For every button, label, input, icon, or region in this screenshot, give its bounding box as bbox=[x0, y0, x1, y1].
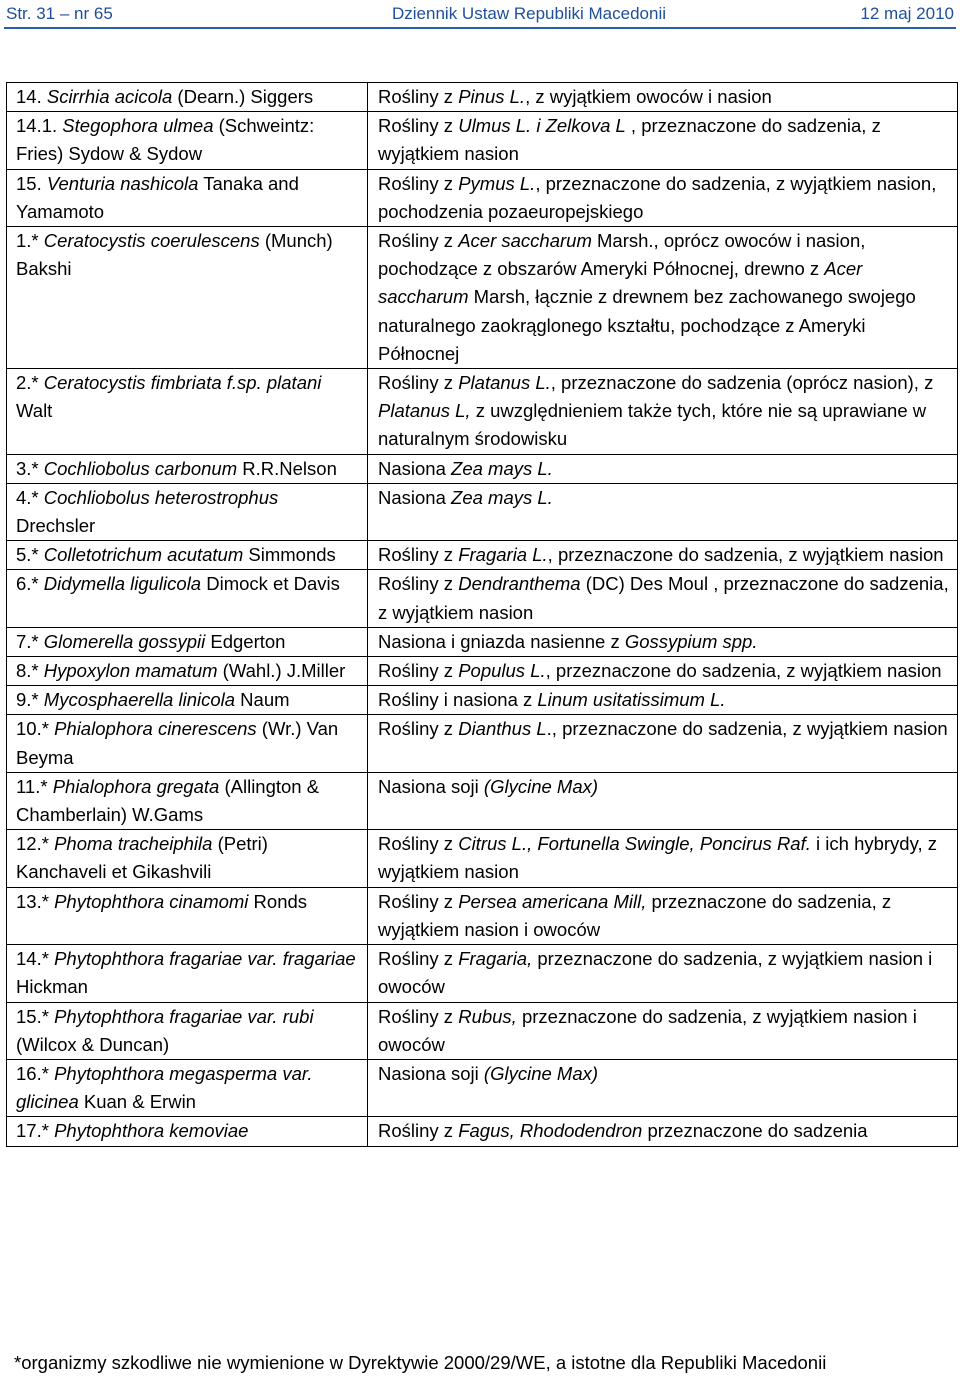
host-text: i ich hybrydy, z wyjątkiem nasion bbox=[378, 833, 938, 883]
host-cell bbox=[368, 657, 958, 686]
organism-text: Mycosphaerella linicola bbox=[43, 689, 236, 711]
host-cell bbox=[368, 715, 958, 772]
organism-text: 11.* bbox=[16, 775, 53, 797]
organism-text: Dimock et Davis bbox=[201, 573, 340, 595]
host-text: Ulmus L. i Zelkova L bbox=[458, 115, 626, 137]
host-cell bbox=[368, 887, 958, 944]
host-text: Nasiona soji bbox=[378, 1062, 484, 1084]
host-text: Marsh., oprócz owoców i nasion, pochodzące z obszarów Ameryki Północnej, drewno z bbox=[378, 230, 866, 280]
host-text: Dendranthema bbox=[458, 573, 581, 595]
organism-text: Tanaka and Yamamoto bbox=[16, 172, 299, 222]
table-row bbox=[7, 830, 958, 887]
table-row bbox=[7, 1002, 958, 1059]
organism-text: (Allington & Chamberlain) W.Gams bbox=[16, 775, 320, 826]
table-row bbox=[7, 627, 958, 656]
table-row bbox=[7, 657, 958, 686]
host-cell bbox=[368, 830, 958, 887]
organism-text: 3.* bbox=[16, 457, 44, 479]
host-text: Dianthus L bbox=[458, 718, 547, 740]
issue-date: 12 maj 2010 bbox=[860, 4, 954, 23]
organism-cell bbox=[7, 627, 368, 656]
organism-text: Stegophora ulmea bbox=[62, 115, 214, 137]
host-text: , przeznaczone do sadzenia, z wyjątkiem nasion, pochodzenia pozaeuropejskiego bbox=[378, 172, 937, 222]
organism-cell bbox=[7, 830, 368, 887]
host-cell bbox=[368, 369, 958, 455]
host-cell bbox=[368, 227, 958, 369]
organism-text: Phoma tracheiphila bbox=[54, 833, 213, 855]
organism-cell bbox=[7, 570, 368, 627]
page-number: Str. 31 – nr 65 bbox=[6, 4, 113, 23]
host-text: Rośliny z bbox=[378, 86, 459, 107]
organism-text: 15. bbox=[16, 172, 47, 194]
organism-cell bbox=[7, 1059, 368, 1116]
host-text: Linum usitatissimum L. bbox=[537, 689, 726, 711]
host-text: Rośliny z bbox=[378, 660, 459, 682]
host-text: ., przeznaczone do sadzenia, z wyjątkiem nasion bbox=[546, 718, 948, 740]
host-cell bbox=[368, 541, 958, 570]
organism-cell bbox=[7, 169, 368, 226]
host-text: Marsh, łącznie z drewnem bez zachowanego swojego naturalnego zaokrąglonego kształtu, pochodzące z Ameryki Północnej bbox=[378, 286, 916, 364]
organism-text: Phytophthora kemoviae bbox=[54, 1120, 249, 1142]
table-row bbox=[7, 1059, 958, 1116]
host-text: Populus L. bbox=[458, 660, 546, 682]
host-text: Nasiona bbox=[378, 486, 452, 508]
host-text: , przeznaczone do sadzenia, z wyjątkiem nasion bbox=[545, 660, 942, 682]
organism-text: Cochliobolus heterostrophus bbox=[43, 486, 279, 508]
organism-text: 17.* bbox=[16, 1120, 55, 1142]
organism-text: Phytophthora megasperma var. glicinea bbox=[16, 1062, 313, 1113]
host-text: Rośliny z bbox=[378, 890, 459, 912]
organism-text: 14. bbox=[16, 86, 47, 107]
organism-text: 6.* bbox=[16, 573, 44, 595]
organism-text: (Dearn.) Siggers bbox=[172, 86, 314, 107]
host-text: Rośliny z bbox=[378, 1120, 459, 1142]
organism-cell bbox=[7, 1002, 368, 1059]
host-cell bbox=[368, 686, 958, 715]
host-text: Pymus L. bbox=[458, 172, 536, 194]
host-text: Citrus L., Fortunella Swingle, Poncirus Raf. bbox=[458, 833, 811, 855]
organism-text: 4.* bbox=[16, 486, 44, 508]
host-text: Rośliny z bbox=[378, 573, 459, 595]
organism-cell bbox=[7, 945, 368, 1002]
organism-cell bbox=[7, 715, 368, 772]
host-text: Persea americana Mill, bbox=[458, 890, 647, 912]
organism-cell bbox=[7, 887, 368, 944]
host-text: Rośliny z bbox=[378, 1005, 459, 1027]
table-row bbox=[7, 772, 958, 829]
organism-text: 14.* bbox=[16, 948, 55, 970]
table-row bbox=[7, 227, 958, 369]
organism-cell bbox=[7, 686, 368, 715]
host-cell bbox=[368, 627, 958, 656]
host-text: Fragaria L. bbox=[458, 544, 548, 566]
table-row bbox=[7, 112, 958, 169]
organism-text: 1.* bbox=[16, 230, 44, 252]
host-text: (Glycine Max) bbox=[483, 775, 599, 797]
organism-text: Hickman bbox=[16, 976, 88, 998]
host-text: Nasiona bbox=[378, 457, 452, 479]
host-cell bbox=[368, 1117, 958, 1146]
organism-cell bbox=[7, 483, 368, 540]
host-text: Rośliny z bbox=[378, 718, 459, 740]
table-row bbox=[7, 887, 958, 944]
organism-cell bbox=[7, 541, 368, 570]
host-text: Fragaria, bbox=[458, 948, 533, 970]
table-row bbox=[7, 715, 958, 772]
pest-table-body bbox=[7, 83, 958, 1147]
host-text: Nasiona i gniazda nasienne z bbox=[378, 630, 625, 652]
host-text: (Glycine Max) bbox=[483, 1062, 599, 1084]
organism-cell bbox=[7, 112, 368, 169]
organism-text: Phytophthora cinamomi bbox=[54, 890, 249, 912]
organism-text: Venturia nashicola bbox=[46, 172, 199, 194]
host-text: (DC) Des Moul , przeznaczone do sadzenia, z wyjątkiem nasion bbox=[378, 573, 949, 623]
host-text: z uwzględnieniem także tych, które nie są uprawiane w naturalnym środowisku bbox=[378, 400, 927, 450]
host-text: , przeznaczone do sadzenia (oprócz nasion), z bbox=[550, 372, 934, 394]
host-cell bbox=[368, 454, 958, 483]
organism-cell bbox=[7, 369, 368, 455]
organism-text: 2.* bbox=[16, 372, 44, 394]
host-text: Pinus L. bbox=[458, 86, 526, 107]
organism-text: Phialophora gregata bbox=[52, 775, 220, 797]
organism-text: Naum bbox=[235, 689, 290, 711]
organism-cell bbox=[7, 657, 368, 686]
host-text: Rośliny z bbox=[378, 948, 459, 970]
organism-text: 9.* bbox=[16, 689, 44, 711]
organism-text: 10.* bbox=[16, 718, 55, 740]
host-cell bbox=[368, 772, 958, 829]
host-text: Rośliny z bbox=[378, 372, 459, 394]
header-rule bbox=[4, 27, 956, 29]
organism-text: Ceratocystis coerulescens bbox=[43, 230, 260, 252]
host-cell bbox=[368, 945, 958, 1002]
organism-text: Drechsler bbox=[16, 515, 96, 537]
host-text: Rośliny z bbox=[378, 230, 459, 252]
host-text: Rośliny z bbox=[378, 115, 459, 137]
host-text: Nasiona soji bbox=[378, 775, 484, 797]
organism-text: 5.* bbox=[16, 544, 44, 566]
organism-text: 15.* bbox=[16, 1005, 55, 1027]
table-row bbox=[7, 369, 958, 455]
organism-text: Phytophthora fragariae var. fragariae bbox=[54, 948, 356, 970]
host-cell bbox=[368, 112, 958, 169]
organism-text: Scirrhia acicola bbox=[46, 86, 173, 107]
journal-title: Dziennik Ustaw Republiki Macedonii bbox=[392, 4, 667, 23]
host-text: , przeznaczone do sadzenia, z wyjątkiem nasion bbox=[547, 544, 944, 566]
host-text: , przeznaczone do sadzenia, z wyjątkiem nasion bbox=[378, 115, 881, 165]
host-text: , z wyjątkiem owoców i nasion bbox=[525, 86, 772, 107]
organism-text: Cochliobolus carbonum bbox=[43, 457, 238, 479]
host-text: Rubus, bbox=[458, 1005, 517, 1027]
host-text: Rośliny z bbox=[378, 172, 459, 194]
organism-text: Phytophthora fragariae var. rubi bbox=[54, 1005, 314, 1027]
host-cell bbox=[368, 1002, 958, 1059]
organism-text: (Wr.) Van Beyma bbox=[16, 718, 339, 768]
organism-cell bbox=[7, 1117, 368, 1146]
host-text: przeznaczone do sadzenia, z wyjątkiem nasion i owoców bbox=[378, 948, 933, 998]
host-text: Platanus L. bbox=[458, 372, 551, 394]
organism-text: Ceratocystis fimbriata f.sp. platani bbox=[43, 372, 322, 394]
organism-text: 7.* bbox=[16, 630, 44, 652]
organism-text: Kuan & Erwin bbox=[78, 1091, 196, 1113]
table-row bbox=[7, 83, 958, 112]
host-cell bbox=[368, 483, 958, 540]
table-row bbox=[7, 483, 958, 540]
host-cell bbox=[368, 1059, 958, 1116]
host-text: Zea mays L. bbox=[451, 457, 553, 479]
organism-text: 16.* bbox=[16, 1062, 55, 1084]
organism-text: Walt bbox=[16, 400, 53, 422]
organism-text: Hypoxylon mamatum bbox=[43, 660, 218, 682]
organism-text: Simmonds bbox=[243, 544, 336, 566]
organism-text: Edgerton bbox=[205, 630, 286, 652]
host-text: Zea mays L. bbox=[451, 486, 553, 508]
host-text: Acer saccharum bbox=[378, 258, 863, 308]
organism-text: (Schweintz: Fries) Sydow & Sydow bbox=[16, 115, 315, 165]
host-text: przeznaczone do sadzenia, z wyjątkiem nasion i owoców bbox=[378, 1005, 917, 1055]
table-row bbox=[7, 570, 958, 627]
organism-text: 13.* bbox=[16, 890, 55, 912]
host-text: Rośliny i nasiona z bbox=[378, 689, 538, 711]
organism-text: (Wahl.) J.Miller bbox=[217, 660, 346, 682]
host-text: Acer saccharum bbox=[458, 230, 592, 252]
organism-text: Glomerella gossypii bbox=[43, 630, 206, 652]
organism-cell bbox=[7, 772, 368, 829]
organism-cell bbox=[7, 83, 368, 112]
table-row bbox=[7, 686, 958, 715]
host-cell bbox=[368, 83, 958, 112]
host-text: Platanus L, bbox=[378, 400, 471, 422]
host-text: Gossypium spp. bbox=[624, 630, 758, 652]
host-text: Rośliny z bbox=[378, 833, 459, 855]
organism-text: 14.1. bbox=[16, 115, 63, 137]
organism-text: (Munch) Bakshi bbox=[16, 230, 333, 280]
page-header bbox=[0, 0, 960, 30]
footnote: *organizmy szkodliwe nie wymienione w Dyrektywie 2000/29/WE, a istotne dla Republiki Macedonii bbox=[14, 1352, 827, 1373]
host-text: Rośliny z bbox=[378, 544, 459, 566]
organism-text: 12.* bbox=[16, 833, 55, 855]
host-cell bbox=[368, 570, 958, 627]
organism-text: (Wilcox & Duncan) bbox=[16, 1033, 170, 1055]
organism-text: Phialophora cinerescens bbox=[54, 718, 257, 740]
organism-text: Ronds bbox=[248, 890, 308, 912]
organism-text: 8.* bbox=[16, 660, 44, 682]
organism-text: Colletotrichum acutatum bbox=[43, 544, 244, 566]
host-text: przeznaczone do sadzenia, z wyjątkiem nasion i owoców bbox=[378, 890, 892, 940]
organism-text: (Petri) Kanchaveli et Gikashvili bbox=[16, 833, 268, 883]
table-row bbox=[7, 541, 958, 570]
table-row bbox=[7, 945, 958, 1002]
pest-table bbox=[6, 82, 958, 1147]
organism-cell bbox=[7, 454, 368, 483]
table-row bbox=[7, 1117, 958, 1146]
table-row bbox=[7, 454, 958, 483]
table-row bbox=[7, 169, 958, 226]
host-cell bbox=[368, 169, 958, 226]
organism-cell bbox=[7, 227, 368, 369]
host-text: Fagus, Rhododendron bbox=[458, 1120, 643, 1142]
organism-text: Didymella ligulicola bbox=[43, 573, 202, 595]
organism-text: R.R.Nelson bbox=[237, 457, 337, 479]
host-text: przeznaczone do sadzenia bbox=[642, 1120, 868, 1142]
